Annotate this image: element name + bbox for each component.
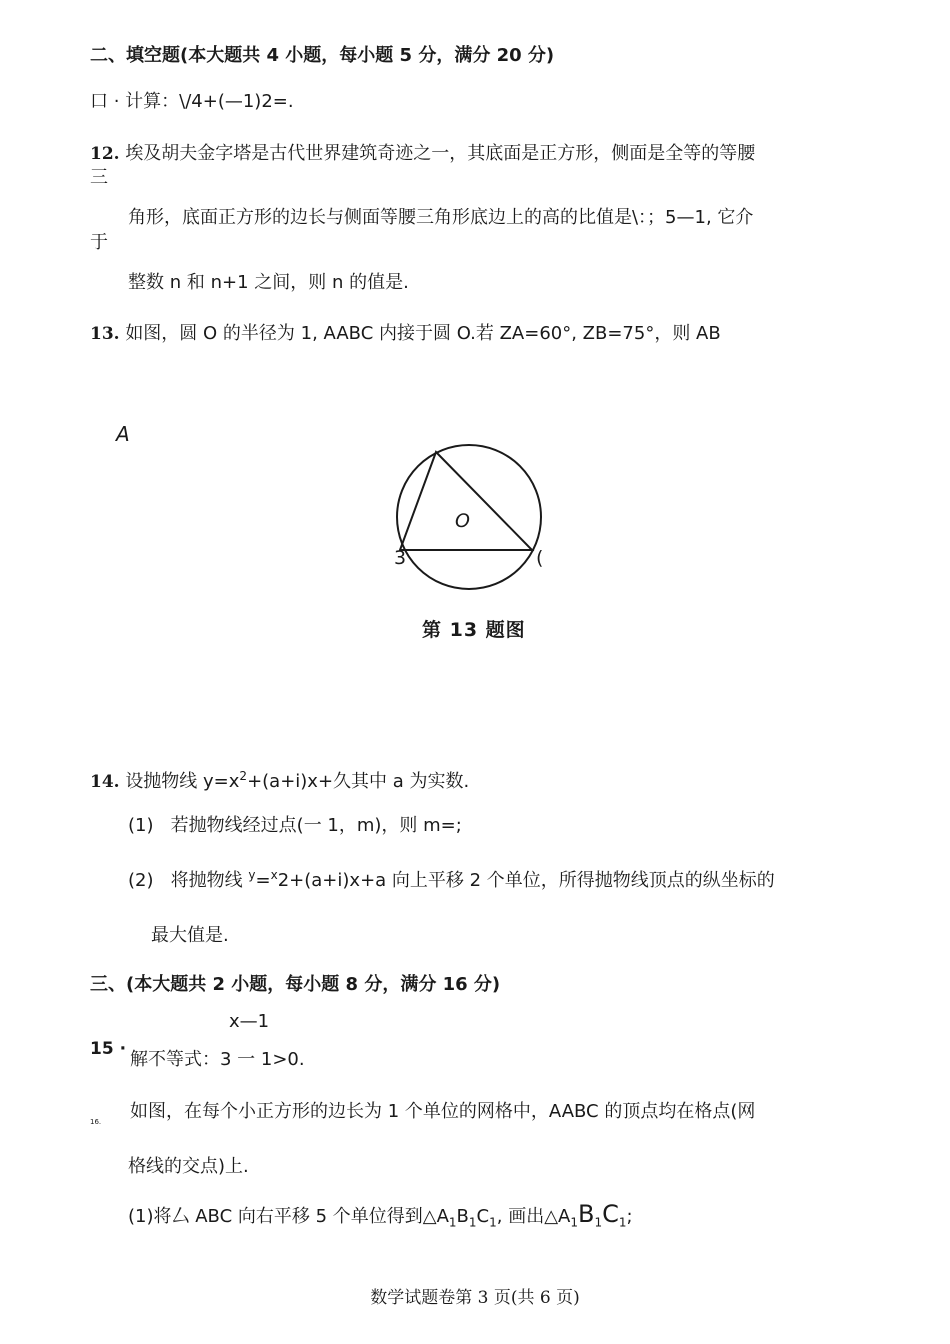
question-14-part-2 xyxy=(128,869,775,893)
subscript-1: 1 xyxy=(618,1215,627,1230)
question-12 xyxy=(90,142,755,166)
question-14-part-2-text-b: 2+(a+i)x+a 向上平移 2 个单位，所得抛物线顶点的纵坐标的 xyxy=(277,870,775,891)
question-16-part-1-d: , 画出△A xyxy=(496,1206,571,1227)
question-14-part-2-text-a: 将抛物线 xyxy=(170,870,243,891)
question-12-number: 12. xyxy=(90,144,120,164)
question-14-part-2-number: (2) xyxy=(128,870,154,891)
question-14-part-2-eq: = xyxy=(255,870,271,891)
question-14 xyxy=(90,770,469,794)
question-14-part-1-number: (1) xyxy=(128,815,154,836)
question-12-line-1-wrap: 三 xyxy=(90,167,108,188)
question-15-text: 解不等式：3 一 1>0. xyxy=(130,1049,305,1070)
figure-label-b: 3 xyxy=(394,547,407,569)
question-12-line-2-wrap: 于 xyxy=(90,232,108,253)
question-14-stem-b: +(a+i)x+久其中 a 为实数. xyxy=(247,771,470,792)
question-14-exponent: 2 xyxy=(239,769,248,783)
question-16-part-1-end: ; xyxy=(626,1206,633,1227)
vertex-b: B xyxy=(456,1206,469,1227)
section-2-heading: 二、填空题(本大题共 4 小题，每小题 5 分，满分 20 分) xyxy=(90,45,555,66)
triangle-abc xyxy=(400,452,532,550)
question-14-part-1-text: 若抛物线经过点(一 1，m)，则 m=; xyxy=(170,815,462,836)
subscript-1: 1 xyxy=(594,1215,603,1230)
question-12-line-2: 角形，底面正方形的边长与侧面等腰三角形底边上的高的比值是\：；5—1, 它介 xyxy=(128,207,754,228)
vertex-b-large: B xyxy=(578,1200,595,1228)
figure-label-a: A xyxy=(116,422,130,446)
question-12-line-3: 整数 n 和 n+1 之间，则 n 的值是. xyxy=(128,272,409,293)
subscript-1: 1 xyxy=(468,1215,477,1230)
subscript-1: 1 xyxy=(570,1215,579,1230)
question-14-part-1 xyxy=(128,814,462,838)
question-16-line-1: 如图，在每个小正方形的边长为 1 个单位的网格中，AABC 的顶点均在格点(网 xyxy=(130,1101,756,1122)
section-3-heading: 三、(本大题共 2 小题，每小题 8 分，满分 16 分) xyxy=(90,974,501,995)
question-13 xyxy=(90,322,721,346)
question-14-stem-a: 设抛物线 y=x xyxy=(125,771,240,792)
subscript-1: 1 xyxy=(448,1215,457,1230)
question-11-text: 口 · 计算：\/4+(—1)2=. xyxy=(90,91,294,112)
question-16-part-1 xyxy=(128,1202,633,1229)
question-13-text: 如图，圆 O 的半径为 1, AABC 内接于圆 O.若 ZA=60°, ZB=75°，则 AB xyxy=(125,323,721,344)
vertex-c: C xyxy=(476,1206,490,1227)
question-14-part-2-y: y xyxy=(248,868,256,882)
page-footer: 数学试题卷第 3 页(共 6 页) xyxy=(370,1288,580,1308)
question-14-number: 14. xyxy=(90,772,120,792)
figure-label-o: O xyxy=(455,510,470,532)
question-16-part-1-a: (1)将厶 ABC 向右平移 5 个单位得到△A xyxy=(128,1206,449,1227)
question-14-part-2-x: x xyxy=(270,868,278,882)
question-15-numerator: x—1 xyxy=(229,1011,270,1032)
question-13-number: 13. xyxy=(90,324,120,344)
figure-label-c: ( xyxy=(536,547,544,569)
question-16-number: 16. xyxy=(90,1118,102,1126)
question-16-line-2: 格线的交点)上. xyxy=(128,1156,249,1177)
subscript-1: 1 xyxy=(489,1215,497,1230)
question-14-part-2-continuation: 最大值是. xyxy=(151,925,229,946)
question-15-number: 15 · xyxy=(90,1039,127,1059)
question-12-line-1: 埃及胡夫金字塔是古代世界建筑奇迹之一，其底面是正方形，侧面是全等的等腰 xyxy=(125,143,756,164)
vertex-c-large: C xyxy=(602,1200,619,1228)
figure-caption: 第 13 题图 xyxy=(422,619,526,641)
